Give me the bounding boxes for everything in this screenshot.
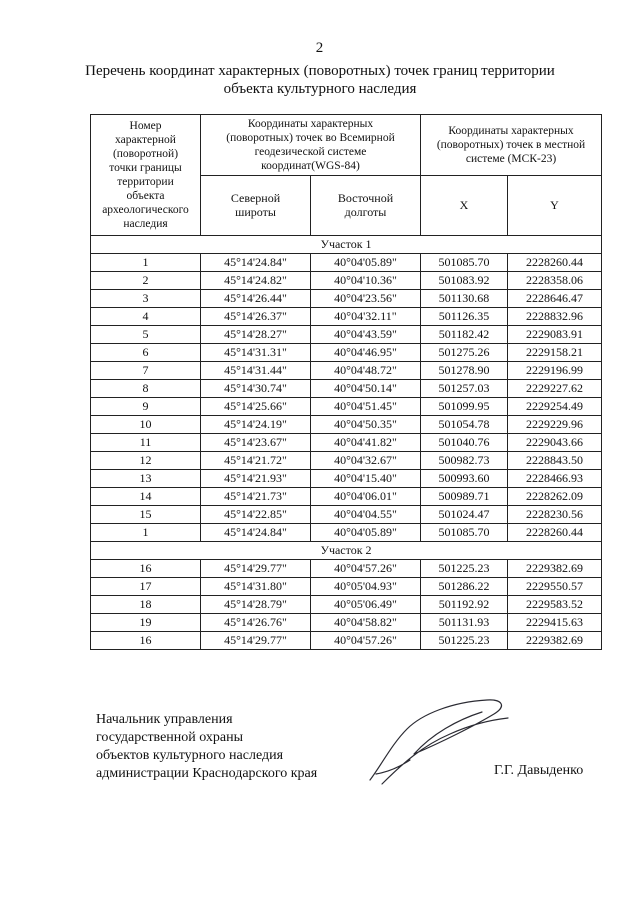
latitude-cell: 45°14'24.82" bbox=[201, 272, 311, 290]
section-row bbox=[91, 542, 602, 560]
latitude-cell: 45°14'30.74" bbox=[201, 380, 311, 398]
y-cell: 2228262.09 bbox=[508, 488, 602, 506]
y-cell: 2229043.66 bbox=[508, 434, 602, 452]
table-row bbox=[91, 506, 602, 524]
y-cell: 2228646.47 bbox=[508, 290, 602, 308]
longitude-cell: 40°04'46.95" bbox=[311, 344, 421, 362]
x-cell: 501192.92 bbox=[421, 596, 508, 614]
x-cell: 501182.42 bbox=[421, 326, 508, 344]
latitude-cell: 45°14'31.44" bbox=[201, 362, 311, 380]
point-number-cell: 19 bbox=[91, 614, 201, 632]
x-cell: 501286.22 bbox=[421, 578, 508, 596]
longitude-cell: 40°04'48.72" bbox=[311, 362, 421, 380]
table-row bbox=[91, 614, 602, 632]
position-line: государственной охраны bbox=[96, 730, 244, 745]
y-cell: 2229196.99 bbox=[508, 362, 602, 380]
document-title bbox=[60, 62, 580, 98]
header-msk-group: Координаты характерных (поворотных) точек в местной системе (МСК-23) bbox=[421, 115, 602, 176]
x-cell: 501126.35 bbox=[421, 308, 508, 326]
table-row bbox=[91, 380, 602, 398]
table-row bbox=[91, 578, 602, 596]
table-row bbox=[91, 254, 602, 272]
latitude-cell: 45°14'28.79" bbox=[201, 596, 311, 614]
x-cell: 501131.93 bbox=[421, 614, 508, 632]
header-wgs-group: Координаты характерных (поворотных) точек во Всемирной геодезической системе координат(WGS-84) bbox=[201, 115, 421, 176]
point-number-cell: 16 bbox=[91, 560, 201, 578]
x-cell: 500989.71 bbox=[421, 488, 508, 506]
title-line-2: объекта культурного наследия bbox=[223, 81, 417, 97]
position-line: Начальник управления bbox=[96, 712, 233, 727]
latitude-cell: 45°14'29.77" bbox=[201, 560, 311, 578]
header-point-number: Номер характерной (поворотной) точки границы территории объекта археологического наследия bbox=[91, 115, 201, 236]
table-row bbox=[91, 272, 602, 290]
page-number: 2 bbox=[315, 40, 324, 56]
longitude-cell: 40°04'06.01" bbox=[311, 488, 421, 506]
longitude-cell: 40°04'04.55" bbox=[311, 506, 421, 524]
table-row bbox=[91, 452, 602, 470]
x-cell: 501085.70 bbox=[421, 254, 508, 272]
table-body bbox=[91, 236, 602, 650]
longitude-cell: 40°04'50.35" bbox=[311, 416, 421, 434]
latitude-cell: 45°14'26.37" bbox=[201, 308, 311, 326]
y-cell: 2229229.96 bbox=[508, 416, 602, 434]
y-cell: 2229583.52 bbox=[508, 596, 602, 614]
table-row bbox=[91, 290, 602, 308]
longitude-cell: 40°04'15.40" bbox=[311, 470, 421, 488]
table-row bbox=[91, 596, 602, 614]
point-number-cell: 17 bbox=[91, 578, 201, 596]
point-number-cell: 16 bbox=[91, 632, 201, 650]
latitude-cell: 45°14'24.19" bbox=[201, 416, 311, 434]
section-title: Участок 2 bbox=[91, 542, 602, 560]
table-header bbox=[91, 115, 602, 236]
longitude-cell: 40°04'43.59" bbox=[311, 326, 421, 344]
point-number-cell: 6 bbox=[91, 344, 201, 362]
latitude-cell: 45°14'21.73" bbox=[201, 488, 311, 506]
point-number-cell: 9 bbox=[91, 398, 201, 416]
point-number-cell: 4 bbox=[91, 308, 201, 326]
point-number-cell: 1 bbox=[91, 524, 201, 542]
x-cell: 501099.95 bbox=[421, 398, 508, 416]
table-row bbox=[91, 524, 602, 542]
table-row bbox=[91, 362, 602, 380]
latitude-cell: 45°14'31.31" bbox=[201, 344, 311, 362]
y-cell: 2229227.62 bbox=[508, 380, 602, 398]
table-row bbox=[91, 308, 602, 326]
x-cell: 501225.23 bbox=[421, 560, 508, 578]
y-cell: 2228230.56 bbox=[508, 506, 602, 524]
point-number-cell: 2 bbox=[91, 272, 201, 290]
x-cell: 501083.92 bbox=[421, 272, 508, 290]
table-row bbox=[91, 434, 602, 452]
latitude-cell: 45°14'24.84" bbox=[201, 524, 311, 542]
y-cell: 2228843.50 bbox=[508, 452, 602, 470]
latitude-cell: 45°14'28.27" bbox=[201, 326, 311, 344]
table-row bbox=[91, 488, 602, 506]
latitude-cell: 45°14'24.84" bbox=[201, 254, 311, 272]
x-cell: 501024.47 bbox=[421, 506, 508, 524]
point-number-cell: 12 bbox=[91, 452, 201, 470]
point-number-cell: 18 bbox=[91, 596, 201, 614]
x-cell: 500993.60 bbox=[421, 470, 508, 488]
signatory-name: Г.Г. Давыденко bbox=[494, 763, 584, 778]
longitude-cell: 40°04'10.36" bbox=[311, 272, 421, 290]
x-cell: 501130.68 bbox=[421, 290, 508, 308]
y-cell: 2229382.69 bbox=[508, 560, 602, 578]
y-cell: 2229158.21 bbox=[508, 344, 602, 362]
header-north-latitude: Северной широты bbox=[201, 175, 311, 236]
latitude-cell: 45°14'29.77" bbox=[201, 632, 311, 650]
position-line: объектов культурного наследия bbox=[96, 748, 284, 763]
section-title: Участок 1 bbox=[91, 236, 602, 254]
longitude-cell: 40°05'06.49" bbox=[311, 596, 421, 614]
x-cell: 500982.73 bbox=[421, 452, 508, 470]
longitude-cell: 40°04'32.11" bbox=[311, 308, 421, 326]
x-cell: 501054.78 bbox=[421, 416, 508, 434]
y-cell: 2229254.49 bbox=[508, 398, 602, 416]
table-row bbox=[91, 560, 602, 578]
y-cell: 2229083.91 bbox=[508, 326, 602, 344]
header-east-longitude: Восточной долготы bbox=[311, 175, 421, 236]
table-row bbox=[91, 632, 602, 650]
latitude-cell: 45°14'21.93" bbox=[201, 470, 311, 488]
latitude-cell: 45°14'31.80" bbox=[201, 578, 311, 596]
latitude-cell: 45°14'26.44" bbox=[201, 290, 311, 308]
point-number-cell: 15 bbox=[91, 506, 201, 524]
header-y: Y bbox=[508, 175, 602, 236]
y-cell: 2228466.93 bbox=[508, 470, 602, 488]
x-cell: 501275.26 bbox=[421, 344, 508, 362]
title-line-1: Перечень координат характерных (поворотных) точек границ территории bbox=[85, 63, 555, 79]
section-row bbox=[91, 236, 602, 254]
longitude-cell: 40°04'58.82" bbox=[311, 614, 421, 632]
table-row bbox=[91, 344, 602, 362]
y-cell: 2228358.06 bbox=[508, 272, 602, 290]
table-row bbox=[91, 326, 602, 344]
point-number-cell: 10 bbox=[91, 416, 201, 434]
point-number-cell: 3 bbox=[91, 290, 201, 308]
longitude-cell: 40°04'50.14" bbox=[311, 380, 421, 398]
longitude-cell: 40°04'41.82" bbox=[311, 434, 421, 452]
y-cell: 2228832.96 bbox=[508, 308, 602, 326]
x-cell: 501257.03 bbox=[421, 380, 508, 398]
longitude-cell: 40°04'32.67" bbox=[311, 452, 421, 470]
point-number-cell: 5 bbox=[91, 326, 201, 344]
longitude-cell: 40°04'23.56" bbox=[311, 290, 421, 308]
longitude-cell: 40°05'04.93" bbox=[311, 578, 421, 596]
y-cell: 2229382.69 bbox=[508, 632, 602, 650]
header-x: X bbox=[421, 175, 508, 236]
point-number-cell: 1 bbox=[91, 254, 201, 272]
latitude-cell: 45°14'26.76" bbox=[201, 614, 311, 632]
y-cell: 2228260.44 bbox=[508, 254, 602, 272]
latitude-cell: 45°14'23.67" bbox=[201, 434, 311, 452]
latitude-cell: 45°14'25.66" bbox=[201, 398, 311, 416]
x-cell: 501085.70 bbox=[421, 524, 508, 542]
longitude-cell: 40°04'57.26" bbox=[311, 560, 421, 578]
table-row bbox=[91, 398, 602, 416]
longitude-cell: 40°04'57.26" bbox=[311, 632, 421, 650]
longitude-cell: 40°04'05.89" bbox=[311, 254, 421, 272]
position-line: администрации Краснодарского края bbox=[96, 766, 318, 781]
point-number-cell: 14 bbox=[91, 488, 201, 506]
point-number-cell: 13 bbox=[91, 470, 201, 488]
x-cell: 501225.23 bbox=[421, 632, 508, 650]
latitude-cell: 45°14'22.85" bbox=[201, 506, 311, 524]
table-row bbox=[91, 416, 602, 434]
point-number-cell: 7 bbox=[91, 362, 201, 380]
signatory-position bbox=[96, 711, 317, 783]
point-number-cell: 8 bbox=[91, 380, 201, 398]
coordinates-table bbox=[90, 114, 602, 650]
y-cell: 2228260.44 bbox=[508, 524, 602, 542]
y-cell: 2229550.57 bbox=[508, 578, 602, 596]
longitude-cell: 40°04'51.45" bbox=[311, 398, 421, 416]
y-cell: 2229415.63 bbox=[508, 614, 602, 632]
x-cell: 501278.90 bbox=[421, 362, 508, 380]
longitude-cell: 40°04'05.89" bbox=[311, 524, 421, 542]
x-cell: 501040.76 bbox=[421, 434, 508, 452]
table-row bbox=[91, 470, 602, 488]
latitude-cell: 45°14'21.72" bbox=[201, 452, 311, 470]
point-number-cell: 11 bbox=[91, 434, 201, 452]
handwritten-signature bbox=[362, 694, 512, 790]
